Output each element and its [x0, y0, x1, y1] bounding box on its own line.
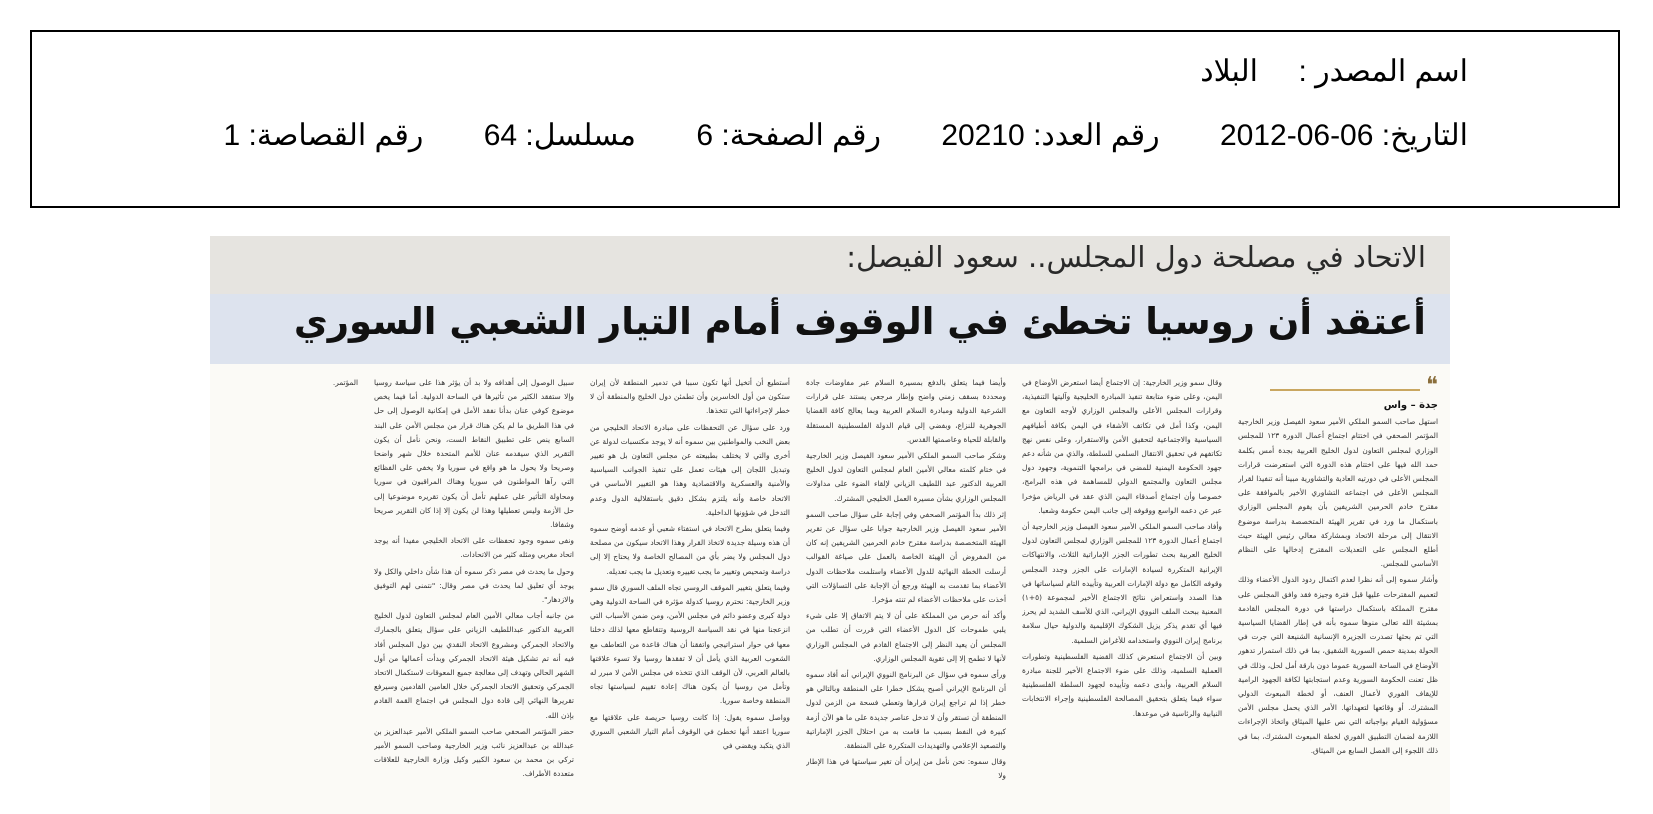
newspaper-clipping [210, 236, 1450, 814]
article-column-2 [1022, 376, 1222, 814]
clip-value: 1 [223, 119, 241, 152]
article-paragraph: وفيما يتعلق بطرح الاتحاد في استفتاء شعبي أو عدمه أوضح سموه أن هذه وسيلة جديدة لاتخاذ القرار وهذا الاتحاد سيكون من مصلحة دول المجلس ولا يضر بأي من المصالح الخاصة ولا يحتاج إلا إلى دراسة وتمحيص وتغيير ما يجب تغييره وتعديل ما يجب تعديله. [590, 524, 790, 576]
page-label: رقم الصفحة: [721, 119, 881, 152]
page-value: 6 [696, 119, 714, 152]
article-kicker: الاتحاد في مصلحة دول المجلس.. سعود الفيصل: [846, 240, 1426, 274]
article-paragraph: وقال سموه: نحن نأمل من إيران أن تغير سياستها في هذا الإطار ولا [806, 757, 1006, 781]
column-paragraphs [218, 376, 358, 390]
issue-value: 20210 [941, 119, 1025, 152]
serial-value: 64 [483, 119, 518, 152]
article-paragraph: سبيل الوصول إلى أهدافه ولا بد أن يؤثر هذا على سياسة روسيا وإلا ستفقد الكثير من تأثيرها في الساحة الدولية. أما فيما يخص موضوع كوفي عنان بدأنا نفقد الأمل في إمكانية الوصول إلى حل في هذا الطريق ما لم يكن هناك قرار من مجلس الأمن على البند السابع ينص على تطبيق النقاط الست، ونحن نأمل أن يكون التقرير الذي سيقدمه عنان للأمم المتحدة خلال شهر واضحا وصريحا ولا يحول ما هو واقع في سوريا ولا يخفي على الفظائع التي رآها المواطنون في سوريا وهناك المراقبون في سوريا ومحاولة التأثير على عملهم تأمل أن يكون تقريره موضوعيا إلى حل الأزمة وليس تعطيلها وهذا لن يكون إلا إذا كان التقرير صريحا وشفافا. [374, 378, 574, 530]
article-paragraph: ورأى سموه في سؤال عن البرنامج النووي الإيراني أنه أفاد سموه أن البرنامج الإيراني أصبح يشكل خطرا على المنطقة وبالتالي هو خطر إذا لم تراجع إيران قرارها وتعطي فسحة من الزمن لدول المنطقة أن تستقر وأن لا تدخل عناصر جديدة على ما هو الآن أزمة كبيرة في النفط بسبب ما قامت به من احتلال الجزر الإماراتية والتصعيد الإعلامي والتهديدات المتكررة على المنطقة. [806, 670, 1006, 751]
source-label: اسم المصدر : [1298, 55, 1468, 88]
article-paragraph: وأشار سموه إلى أنه نظرا لعدم اكتمال ردود الدول الأعضاء وذلك لتعميم المقترحات عليها قبل فترة وجيزة فقد وافق المجلس على مقترح المملكة باستكمال دراستها في دورة المجلس القادمة بمشيئة الله تعالى منوها سموه بأنه في إطار القضايا السياسية التي تم بحثها تصدرت الجزيرة الإنسانية الشنيعة التي جرت في الحولة بمدينة حمص السورية الشقيق، بما في ذلك استمرار تدهور الأوضاع في الساحة السورية عموما دون بارقة أمل لحل، وذلك في ظل تعنت الحكومة السورية وعدم استجابتها لكافة الجهود الرامية للإيقاف الفوري لأعمال العنف، أو لخطة المبعوث الدولي المشترك. أو وقائعها لتعهداتها. الأمر الذي يحمل مجلس الأمن مسؤولية القيام بواجباته التي نص عليها الميثاق واتخاذ الإجراءات اللازمة لضمان التطبيق الفوري لخطة المبعوث المشترك، بما في ذلك اللجوء إلى الفصل السابع من الميثاق. [1238, 575, 1438, 755]
article-paragraph: ونفى سموه وجود تحفظات على الاتحاد الخليجي مفيدا أنه يوجد اتحاد مغربي ومثله كثير من الاتحادات. [374, 536, 574, 560]
source-row [1200, 54, 1468, 89]
article-column-4 [590, 376, 790, 814]
article-paragraph: وفيما يتعلق بتغيير الموقف الروسي تجاه الملف السوري قال سمو وزير الخارجية: نحترم روسيا كدولة مؤثرة في الساحة الدولية وهي دولة كبرى وعضو دائم في مجلس الأمن، ومن ضمن الأسباب التي انزعجنا منها في نقد السياسة الروسية وتتقاطع معها لذلك دخلنا معها في حوار استراتيجي واتفقنا أن هناك قاعدة من التعاطف مع الشعوب العربية الذي يأمل أن لا تفقدها روسيا ولا تسوء علاقتها بالعالم العربي، لأن الوقف الذي تتخذه في مجلس الأمن لا مبرر له وتأمل من روسيا أن يكون هناك إعادة تقييم لسياستها تجاه المنطقة وخاصة سوريا. [590, 582, 790, 706]
article-paragraph: وبين أن الاجتماع استعرض كذلك القضية الفلسطينية وتطورات العملية السلمية، وذلك على ضوء الاجتماع الأخير للجنة مبادرة السلام العربية، وأبدى دعمه وتأييده لجهود السلطة الفلسطينية سواء فيما يتعلق بتحقيق المصالحة الفلسطينية وإجراء الانتخابات النيابية والرئاسية في موعدها. [1022, 651, 1222, 718]
clip-label: رقم القصاصة: [248, 119, 424, 152]
article-paragraph: استهل صاحب السمو الملكي الأمير سعود الفيصل وزير الخارجية المؤتمر الصحفي في اختتام اجتماع أعمال الدورة ١٢٣ للمجلس الوزاري لمجلس التعاون لدول الخليج العربية بجدة أمس بكلمة حمد الله فيها على اختتام هذه الدورة التي استعرضت قرارات المجلس الأعلى في دورتيه العادية والتشاورية مبينا أنه تنفيذا لقرار المجلس الأعلى في اجتماعه التشاوري الأخير بالموافقة على مقترح خادم الحرمين الشريفين بأن يقوم المجلس الوزاري باستكمال ما ورد في تقرير الهيئة المتخصصة بدراسة موضوع الانتقال إلى مرحلة الاتحاد وبمشاركة معالي رئيس الهيئة حيث أطلع المجلس على التعديلات المقترح إدخالها على النظام الأساسي للمجلس. [1238, 417, 1438, 569]
article-paragraph: وأكد أنه حرص من المملكة على أن لا يتم الاتفاق إلا على شيء يلبي طموحات كل الدول الأعضاء التي قررت أن تطلب من المجلس أن يعيد النظر إلى الاجتماع القادم في المجلس الوزاري لأنها لا تطمح إلا إلى تقوية المجلس الوزاري. [806, 611, 1006, 663]
article-paragraph: ورد على سؤال عن التحفظات على مبادرة الاتحاد الخليجي من بعض النخب والمواطنين بين سموه أنه لا يوجد مكتسبات لدولة عن أخرى والتي لا يختلف بطبيعته عن مجلس التعاون بل هو تغيير وتبديل اللجان إلى هيئات تعمل على تنفيذ الجوانب السياسية والأمنية والعسكرية والاقتصادية وهذا هو التغيير الأساسي في الاتحاد خاصة وأنه يلتزم بشكل دقيق باستقلالية الدول وعدم التدخل في شؤونها الداخلية. [590, 422, 790, 517]
article-paragraph: وواصل سموه يقول: إذا كانت روسيا حريصة على علاقتها مع سوريا اعتقد أنها تخطئ في الوقوف أمام التيار الشعبي السوري الذي يتكبد ويقضي في [590, 712, 790, 751]
divider-line [1270, 389, 1420, 391]
source-value: البلاد [1200, 55, 1258, 88]
column-paragraphs [590, 376, 790, 753]
article-headline: أعتقد أن روسيا تخطئ في الوقوف أمام التيار الشعبي السوري [293, 300, 1426, 343]
article-paragraph: من جانبه أجاب معالي الأمين العام لمجلس التعاون لدول الخليج العربية الدكتور عبداللطيف الزياني على سؤال يتعلق بالجمارك والاتحاد الجمركي ومشروع الاتحاد النقدي بين دول المجلس أفاد فيه أنه تم تشكيل هيئة الاتحاد الجمركي وبدأت أعمالها من أول الشهر الحالي وتهدف إلى معالجة جميع المعوقات لاستكمال الاتحاد الجمركي وتحقيق الاتحاد الجمركي خلال العامين القادمين وسيرفع تقريرها النهائي إلى قادة دول المجلس في اجتماع القمة القادم بإذن الله. [374, 611, 574, 720]
article-paragraph: وحول ما يحدث في مصر ذكر سموه أن هذا شأن داخلي والكل ولا يوجد أي تعليق لما يحدث في مصر وقال: "نتمنى لهم التوفيق والازدهار". [374, 566, 574, 605]
article-paragraph: وشكر صاحب السمو الملكي الأمير سعود الفيصل وزير الخارجية في ختام كلمته معالي الأمين العام لمجلس التعاون لدول الخليج العربية الدكتور عبد اللطيف الزياني لإلقاء الضوء على مداولات المجلس الوزاري بشأن مسيرة العمل الخليجي المشترك. [806, 451, 1006, 503]
details-row [223, 118, 1468, 153]
article-paragraph: المؤتمر. [332, 378, 358, 387]
article-column-1 [1238, 376, 1438, 814]
column-paragraphs [374, 376, 574, 782]
article-column-5 [374, 376, 574, 814]
article-paragraph: إثر ذلك بدأ المؤتمر الصحفي وفي إجابة على سؤال صاحب السمو الأمير سعود الفيصل وزير الخارجية جوابا على سؤال عن تقرير الهيئة المتخصصة بدراسة مقترح خادم الحرمين الشريفين إنه كان من المفروض أن الهيئة الخاصة بالعمل على صياغة القوالب أرسلت الخطة النهائية للدول الأعضاء واستلمت ملاحظات الدول الأعضاء بما تقدمت به الهيئة ورجع أن الإجابة على التساؤلات التي أخذت على ملاحظات الأعضاء لم تنته مؤخرا. [806, 509, 1006, 605]
column-paragraphs [1238, 415, 1438, 758]
quote-mark-icon: ❝ [1426, 376, 1438, 398]
date-label: التاريخ: [1381, 119, 1468, 152]
article-paragraph: أستطيع أن أتخيل أنها تكون سببا في تدمير المنطقة لأن إيران ستكون من أول الخاسرين وأن تطمئن دول الخليج والمنطقة أن لا خطر لإجراءاتها التي تتخذها. [590, 378, 790, 416]
quote-divider [1238, 376, 1438, 397]
article-byline: جدة – واس [1383, 400, 1438, 412]
article-paragraph: وأفاد صاحب السمو الملكي الأمير سعود الفيصل وزير الخارجية أن اجتماع أعمال الدورة ١٢٣ للمجلس الوزاري لمجلس التعاون لدول الخليج العربية بحث تطورات الجزر الإماراتية الثلاث، والانتهاكات الإيرانية المتكررة لسيادة الإمارات على الجزر وجدد المجلس وقوفه الكامل مع دولة الإمارات العربية وتأييده التام لسياساتها في هذا الصدد واستعراض نتائج الاجتماع الأخير لمجموعة (٥+١) المعنية ببحث الملف النووي الإيراني، الذي للأسف الشديد لم يحرز فيها أي تقدم يذكر يزيل الشكوك الإقليمية والدولية حيال سلامة برنامج إيران النووي واستخدامه للأغراض السلمية. [1022, 522, 1222, 645]
article-paragraph: وقال سمو وزير الخارجية: إن الاجتماع أيضا استعرض الأوضاع في اليمن، وعلى ضوء متابعة تنفيذ المبادرة الخليجية وآليتها التنفيذية، وقرارات المجلس الأعلى والمجلس الوزاري لأوجه التعاون مع اليمن، وكذا أمل في تكاتف الأشقاء في اليمن بكافة أطيافهم السياسية والاجتماعية لتحقيق الأمن والاستقرار، وعلى نفس نهج تكاتفهم في تحقيق الانتقال السلمي للسلطة، والذي من شأنه دعم جهود الحكومة اليمنية للمضي في برامجها التنموية، وجهود دول مجلس التعاون والمجتمع الدولي للمساهمة في هذه البرامج، خصوصا وأن اجتماع أصدقاء اليمن الذي عقد في الرياض مؤخرا عبر عن دعمه الواسع ووقوفه إلى جانب اليمن حكومة وشعبا. [1022, 378, 1222, 515]
article-paragraph: حضر المؤتمر الصحفي صاحب السمو الملكي الأمير عبدالعزيز بن عبدالله بن عبدالعزيز نائب وزير الخارجية وصاحب السمو الأمير تركي بن محمد بن سعود الكبير وكيل وزارة الخارجية للعلاقات متعددة الأطراف. [374, 726, 574, 779]
article-column-3 [806, 376, 1006, 814]
column-paragraphs [1022, 376, 1222, 721]
date-value: 2012-06-06 [1219, 119, 1374, 152]
clipping-metadata-box [30, 30, 1620, 208]
article-paragraph: وأيضا فيما يتعلق بالدفع بمسيرة السلام عبر مفاوضات جادة ومحددة بسقف زمني واضح وإطار مرجعي يستند على قرارات الشرعية الدولية ومبادرة السلام العربية وبما يعالج كافة القضايا الجوهرية للنزاع، وبفضي إلى قيام الدولة الفلسطينية المستقلة والقابلة للحياة وعاصمتها القدس. [806, 378, 1006, 444]
article-body [210, 376, 1450, 814]
issue-label: رقم العدد: [1033, 119, 1160, 152]
column-paragraphs [806, 376, 1006, 784]
article-column-6 [218, 376, 358, 814]
serial-label: مسلسل: [525, 119, 636, 152]
